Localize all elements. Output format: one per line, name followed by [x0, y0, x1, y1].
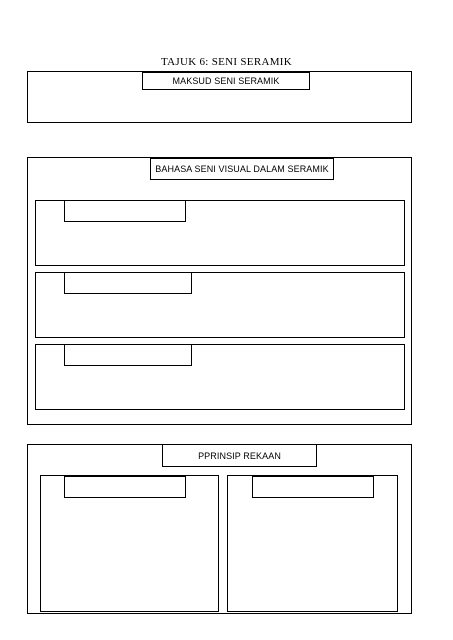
prinsip-column-2-label: [252, 476, 374, 498]
maksud-section-label: MAKSUD SENI SERAMIK: [142, 72, 310, 90]
prinsip-section-label: PPRINSIP REKAAN: [162, 444, 317, 467]
page-title: TAJUK 6: SENI SERAMIK: [160, 56, 292, 68]
bahasa-row-2-label: [64, 272, 192, 294]
bahasa-section-label: BAHASA SENI VISUAL DALAM SERAMIK: [150, 158, 334, 180]
prinsip-column-1-label: [64, 476, 186, 498]
bahasa-row-1-label: [64, 200, 186, 222]
bahasa-row-3-label: [64, 344, 192, 366]
